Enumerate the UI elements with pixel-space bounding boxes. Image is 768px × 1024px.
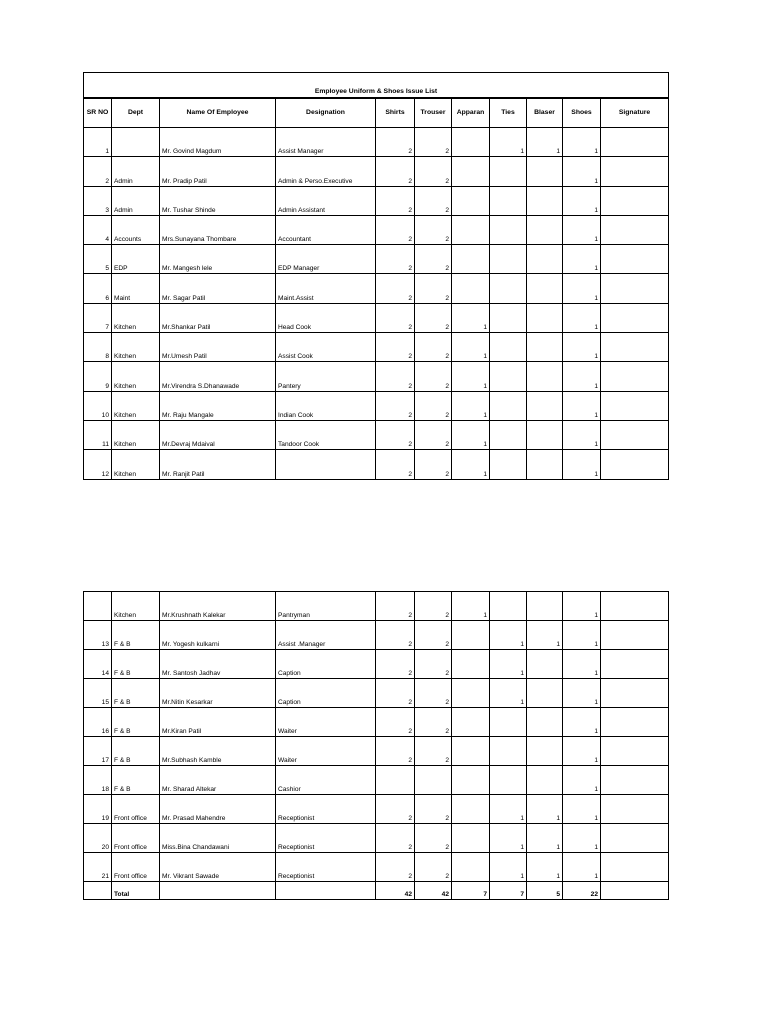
cell-blaser bbox=[527, 679, 563, 708]
cell-trouser bbox=[415, 766, 452, 795]
cell-shirts: 2 bbox=[376, 245, 415, 274]
cell-blaser bbox=[527, 650, 563, 679]
cell-ties bbox=[490, 215, 527, 244]
cell-shoes: 1 bbox=[563, 450, 601, 479]
cell-signature bbox=[601, 592, 669, 621]
cell-designation: Indian Cook bbox=[276, 391, 376, 420]
cell-designation: Receptionist bbox=[276, 824, 376, 853]
cell-apparan: 1 bbox=[452, 362, 490, 391]
cell-dept: Front office bbox=[112, 795, 160, 824]
cell-sr-no: 16 bbox=[84, 708, 112, 737]
cell-blaser bbox=[527, 362, 563, 391]
cell-designation: Pantryman bbox=[276, 592, 376, 621]
cell-blaser: 1 bbox=[527, 853, 563, 882]
cell-shirts: 2 bbox=[376, 621, 415, 650]
cell-signature bbox=[601, 650, 669, 679]
cell-apparan bbox=[452, 853, 490, 882]
cell-designation: Assist Cook bbox=[276, 333, 376, 362]
header-sr-no: SR NO bbox=[84, 98, 112, 128]
cell-dept: Kitchen bbox=[112, 362, 160, 391]
total-designation-cell bbox=[276, 882, 376, 900]
cell-designation: Cashior bbox=[276, 766, 376, 795]
cell-sr-no: 21 bbox=[84, 853, 112, 882]
cell-ties: 1 bbox=[490, 824, 527, 853]
cell-blaser bbox=[527, 274, 563, 303]
cell-ties bbox=[490, 245, 527, 274]
cell-dept: Kitchen bbox=[112, 303, 160, 332]
cell-blaser bbox=[527, 766, 563, 795]
table-row bbox=[84, 795, 669, 824]
cell-blaser bbox=[527, 215, 563, 244]
cell-employee-name: Mr.Krushnath Kalekar bbox=[160, 592, 276, 621]
table-row bbox=[84, 679, 669, 708]
cell-shirts: 2 bbox=[376, 450, 415, 479]
cell-designation: Admin Assistant bbox=[276, 186, 376, 215]
cell-trouser: 2 bbox=[415, 128, 452, 157]
cell-apparan: 1 bbox=[452, 303, 490, 332]
cell-shoes: 1 bbox=[563, 333, 601, 362]
cell-dept: Admin bbox=[112, 186, 160, 215]
total-row bbox=[84, 882, 669, 900]
cell-trouser: 2 bbox=[415, 245, 452, 274]
cell-ties bbox=[490, 391, 527, 420]
cell-shoes: 1 bbox=[563, 274, 601, 303]
cell-designation: EDP Manager bbox=[276, 245, 376, 274]
cell-employee-name: Mr.Kiran Patil bbox=[160, 708, 276, 737]
cell-ties: 1 bbox=[490, 853, 527, 882]
cell-shirts: 2 bbox=[376, 186, 415, 215]
cell-shirts: 2 bbox=[376, 128, 415, 157]
cell-employee-name: Mr.Umesh Patil bbox=[160, 333, 276, 362]
cell-designation: Receptionist bbox=[276, 853, 376, 882]
cell-ties bbox=[490, 157, 527, 186]
cell-apparan bbox=[452, 766, 490, 795]
cell-signature bbox=[601, 215, 669, 244]
header-ties: Ties bbox=[490, 98, 527, 128]
cell-ties: 1 bbox=[490, 650, 527, 679]
cell-apparan bbox=[452, 621, 490, 650]
cell-employee-name: Mr. Vikrant Sawade bbox=[160, 853, 276, 882]
cell-dept: F & B bbox=[112, 679, 160, 708]
table-row bbox=[84, 737, 669, 766]
cell-employee-name: Mr.Nitin Kesarkar bbox=[160, 679, 276, 708]
cell-ties bbox=[490, 333, 527, 362]
cell-sr-no: 9 bbox=[84, 362, 112, 391]
cell-signature bbox=[601, 621, 669, 650]
cell-shoes: 1 bbox=[563, 391, 601, 420]
cell-trouser: 2 bbox=[415, 621, 452, 650]
cell-signature bbox=[601, 245, 669, 274]
table-title: Employee Uniform & Shoes Issue List bbox=[84, 73, 669, 98]
table-row bbox=[84, 650, 669, 679]
cell-designation bbox=[276, 450, 376, 479]
page-2-rows bbox=[84, 592, 669, 882]
table-row bbox=[84, 824, 669, 853]
cell-apparan bbox=[452, 215, 490, 244]
cell-ties bbox=[490, 362, 527, 391]
cell-trouser: 2 bbox=[415, 708, 452, 737]
total-apparan: 7 bbox=[452, 882, 490, 900]
cell-shirts: 2 bbox=[376, 795, 415, 824]
table-row bbox=[84, 333, 669, 362]
cell-employee-name: Mr.Virendra S.Dhanawade bbox=[160, 362, 276, 391]
table-row bbox=[84, 708, 669, 737]
cell-employee-name: Mr.Devraj Mdaival bbox=[160, 420, 276, 449]
cell-apparan bbox=[452, 157, 490, 186]
cell-blaser bbox=[527, 450, 563, 479]
cell-blaser bbox=[527, 420, 563, 449]
cell-ties bbox=[490, 737, 527, 766]
cell-shoes: 1 bbox=[563, 621, 601, 650]
cell-employee-name: Mr. Yogesh kulkarni bbox=[160, 621, 276, 650]
cell-trouser: 2 bbox=[415, 853, 452, 882]
cell-dept: EDP bbox=[112, 245, 160, 274]
cell-sr-no: 18 bbox=[84, 766, 112, 795]
cell-blaser: 1 bbox=[527, 824, 563, 853]
cell-shoes: 1 bbox=[563, 795, 601, 824]
cell-shirts: 2 bbox=[376, 679, 415, 708]
cell-trouser: 2 bbox=[415, 157, 452, 186]
cell-dept: Kitchen bbox=[112, 333, 160, 362]
cell-apparan bbox=[452, 708, 490, 737]
uniform-issue-table-page-2 bbox=[83, 591, 669, 900]
cell-signature bbox=[601, 824, 669, 853]
table-row bbox=[84, 391, 669, 420]
cell-apparan bbox=[452, 824, 490, 853]
cell-employee-name: Mr. Ranjit Patil bbox=[160, 450, 276, 479]
cell-apparan bbox=[452, 650, 490, 679]
cell-apparan: 1 bbox=[452, 420, 490, 449]
cell-shoes: 1 bbox=[563, 679, 601, 708]
cell-shoes: 1 bbox=[563, 853, 601, 882]
cell-apparan bbox=[452, 795, 490, 824]
cell-signature bbox=[601, 795, 669, 824]
cell-sr-no: 14 bbox=[84, 650, 112, 679]
total-ties: 7 bbox=[490, 882, 527, 900]
table-row bbox=[84, 766, 669, 795]
cell-sr-no: 4 bbox=[84, 215, 112, 244]
cell-designation: Accountant bbox=[276, 215, 376, 244]
cell-ties: 1 bbox=[490, 795, 527, 824]
header-row bbox=[84, 98, 669, 128]
header-shoes: Shoes bbox=[563, 98, 601, 128]
cell-ties bbox=[490, 420, 527, 449]
cell-employee-name: Mr.Subhash Kamble bbox=[160, 737, 276, 766]
cell-sr-no: 12 bbox=[84, 450, 112, 479]
cell-dept: F & B bbox=[112, 621, 160, 650]
cell-signature bbox=[601, 274, 669, 303]
cell-shirts: 2 bbox=[376, 362, 415, 391]
cell-signature bbox=[601, 679, 669, 708]
cell-dept: F & B bbox=[112, 650, 160, 679]
cell-shirts: 2 bbox=[376, 333, 415, 362]
cell-trouser: 2 bbox=[415, 592, 452, 621]
cell-signature bbox=[601, 391, 669, 420]
cell-trouser: 2 bbox=[415, 391, 452, 420]
cell-dept: Kitchen bbox=[112, 450, 160, 479]
cell-signature bbox=[601, 128, 669, 157]
header-trouser: Trouser bbox=[415, 98, 452, 128]
table-row bbox=[84, 420, 669, 449]
cell-sr-no: 20 bbox=[84, 824, 112, 853]
cell-blaser bbox=[527, 245, 563, 274]
cell-dept bbox=[112, 128, 160, 157]
table-row bbox=[84, 362, 669, 391]
cell-shirts: 2 bbox=[376, 157, 415, 186]
cell-designation: Assist .Manager bbox=[276, 621, 376, 650]
total-label: Total bbox=[112, 882, 160, 900]
cell-employee-name: Mr.Shankar Patil bbox=[160, 303, 276, 332]
cell-blaser: 1 bbox=[527, 128, 563, 157]
cell-employee-name: Mr. Mangesh lele bbox=[160, 245, 276, 274]
cell-designation: Caption bbox=[276, 650, 376, 679]
table-row bbox=[84, 274, 669, 303]
cell-trouser: 2 bbox=[415, 737, 452, 766]
cell-shoes: 1 bbox=[563, 708, 601, 737]
cell-shoes: 1 bbox=[563, 592, 601, 621]
cell-trouser: 2 bbox=[415, 824, 452, 853]
cell-employee-name: Mr. Raju Mangale bbox=[160, 391, 276, 420]
cell-ties: 1 bbox=[490, 621, 527, 650]
cell-apparan: 1 bbox=[452, 391, 490, 420]
header-signature: Signature bbox=[601, 98, 669, 128]
cell-sr-no: 5 bbox=[84, 245, 112, 274]
header-apparan: Apparan bbox=[452, 98, 490, 128]
cell-signature bbox=[601, 362, 669, 391]
cell-apparan bbox=[452, 186, 490, 215]
total-signature-cell bbox=[601, 882, 669, 900]
cell-ties: 1 bbox=[490, 128, 527, 157]
total-blaser: 5 bbox=[527, 882, 563, 900]
cell-sr-no: 8 bbox=[84, 333, 112, 362]
cell-employee-name: Mr. Prasad Mahendre bbox=[160, 795, 276, 824]
cell-blaser bbox=[527, 391, 563, 420]
cell-shirts: 2 bbox=[376, 391, 415, 420]
table-row bbox=[84, 128, 669, 157]
cell-employee-name: Mrs.Sunayana Thombare bbox=[160, 215, 276, 244]
cell-sr-no: 2 bbox=[84, 157, 112, 186]
cell-shoes: 1 bbox=[563, 362, 601, 391]
cell-designation: Receptionist bbox=[276, 795, 376, 824]
cell-blaser bbox=[527, 333, 563, 362]
cell-shirts: 2 bbox=[376, 650, 415, 679]
cell-sr-no: 10 bbox=[84, 391, 112, 420]
cell-designation: Caption bbox=[276, 679, 376, 708]
cell-ties bbox=[490, 708, 527, 737]
cell-designation: Pantery bbox=[276, 362, 376, 391]
cell-ties: 1 bbox=[490, 679, 527, 708]
cell-blaser bbox=[527, 737, 563, 766]
header-shirts: Shirts bbox=[376, 98, 415, 128]
total-shoes: 22 bbox=[563, 882, 601, 900]
cell-shoes: 1 bbox=[563, 303, 601, 332]
cell-signature bbox=[601, 303, 669, 332]
cell-trouser: 2 bbox=[415, 333, 452, 362]
cell-dept: Accounts bbox=[112, 215, 160, 244]
cell-apparan: 1 bbox=[452, 333, 490, 362]
cell-signature bbox=[601, 766, 669, 795]
cell-signature bbox=[601, 853, 669, 882]
cell-shirts: 2 bbox=[376, 853, 415, 882]
cell-signature bbox=[601, 333, 669, 362]
cell-dept: Kitchen bbox=[112, 592, 160, 621]
cell-blaser bbox=[527, 186, 563, 215]
cell-ties bbox=[490, 592, 527, 621]
cell-sr-no: 3 bbox=[84, 186, 112, 215]
cell-shirts bbox=[376, 766, 415, 795]
cell-trouser: 2 bbox=[415, 186, 452, 215]
cell-dept: Front office bbox=[112, 853, 160, 882]
cell-apparan bbox=[452, 245, 490, 274]
cell-trouser: 2 bbox=[415, 274, 452, 303]
cell-trouser: 2 bbox=[415, 679, 452, 708]
cell-signature bbox=[601, 420, 669, 449]
cell-shirts: 2 bbox=[376, 592, 415, 621]
table-row bbox=[84, 450, 669, 479]
cell-shoes: 1 bbox=[563, 420, 601, 449]
uniform-issue-table-page-1 bbox=[83, 72, 669, 480]
table-row bbox=[84, 853, 669, 882]
cell-designation: Waiter bbox=[276, 708, 376, 737]
cell-shirts: 2 bbox=[376, 824, 415, 853]
cell-signature bbox=[601, 708, 669, 737]
cell-shirts: 2 bbox=[376, 303, 415, 332]
cell-blaser: 1 bbox=[527, 795, 563, 824]
cell-signature bbox=[601, 157, 669, 186]
cell-dept: F & B bbox=[112, 766, 160, 795]
cell-sr-no: 1 bbox=[84, 128, 112, 157]
cell-shirts: 2 bbox=[376, 274, 415, 303]
cell-sr-no: 11 bbox=[84, 420, 112, 449]
cell-sr-no: 7 bbox=[84, 303, 112, 332]
cell-blaser bbox=[527, 157, 563, 186]
cell-designation: Head Cook bbox=[276, 303, 376, 332]
cell-trouser: 2 bbox=[415, 450, 452, 479]
cell-designation: Tandoor Cook bbox=[276, 420, 376, 449]
cell-employee-name: Mr. Santosh Jadhav bbox=[160, 650, 276, 679]
cell-shoes: 1 bbox=[563, 157, 601, 186]
cell-ties bbox=[490, 450, 527, 479]
cell-apparan: 1 bbox=[452, 450, 490, 479]
cell-dept: Maint bbox=[112, 274, 160, 303]
cell-ties bbox=[490, 186, 527, 215]
cell-designation: Waiter bbox=[276, 737, 376, 766]
table-row bbox=[84, 157, 669, 186]
cell-dept: F & B bbox=[112, 737, 160, 766]
header-blaser: Blaser bbox=[527, 98, 563, 128]
table-row bbox=[84, 303, 669, 332]
cell-trouser: 2 bbox=[415, 795, 452, 824]
cell-trouser: 2 bbox=[415, 215, 452, 244]
cell-apparan bbox=[452, 274, 490, 303]
cell-blaser bbox=[527, 592, 563, 621]
cell-shoes: 1 bbox=[563, 650, 601, 679]
cell-shoes: 1 bbox=[563, 245, 601, 274]
cell-sr-no: 15 bbox=[84, 679, 112, 708]
cell-apparan bbox=[452, 737, 490, 766]
cell-sr-no: 19 bbox=[84, 795, 112, 824]
cell-shoes: 1 bbox=[563, 186, 601, 215]
header-designation: Designation bbox=[276, 98, 376, 128]
table-row bbox=[84, 215, 669, 244]
cell-sr-no bbox=[84, 592, 112, 621]
cell-ties bbox=[490, 274, 527, 303]
cell-trouser: 2 bbox=[415, 362, 452, 391]
cell-sr-no: 13 bbox=[84, 621, 112, 650]
cell-shoes: 1 bbox=[563, 215, 601, 244]
cell-shirts: 2 bbox=[376, 215, 415, 244]
page-1-rows bbox=[84, 128, 669, 480]
cell-employee-name: Mr. Pradip Patil bbox=[160, 157, 276, 186]
cell-apparan: 1 bbox=[452, 592, 490, 621]
header-name: Name Of Employee bbox=[160, 98, 276, 128]
cell-shirts: 2 bbox=[376, 737, 415, 766]
cell-trouser: 2 bbox=[415, 303, 452, 332]
total-trouser: 42 bbox=[415, 882, 452, 900]
table-row bbox=[84, 592, 669, 621]
table-row bbox=[84, 621, 669, 650]
cell-apparan bbox=[452, 679, 490, 708]
table-row bbox=[84, 245, 669, 274]
total-name-cell bbox=[160, 882, 276, 900]
cell-shirts: 2 bbox=[376, 420, 415, 449]
cell-shoes: 1 bbox=[563, 824, 601, 853]
cell-employee-name: Mr. Tushar Shinde bbox=[160, 186, 276, 215]
cell-ties bbox=[490, 303, 527, 332]
cell-blaser bbox=[527, 303, 563, 332]
cell-dept: F & B bbox=[112, 708, 160, 737]
cell-dept: Front office bbox=[112, 824, 160, 853]
cell-sr-no: 6 bbox=[84, 274, 112, 303]
cell-designation: Maint.Assist bbox=[276, 274, 376, 303]
cell-employee-name: Mr. Sagar Patil bbox=[160, 274, 276, 303]
cell-dept: Kitchen bbox=[112, 391, 160, 420]
table-row bbox=[84, 186, 669, 215]
cell-dept: Admin bbox=[112, 157, 160, 186]
cell-designation: Assist Manager bbox=[276, 128, 376, 157]
cell-shoes: 1 bbox=[563, 737, 601, 766]
cell-signature bbox=[601, 450, 669, 479]
total-sr-cell bbox=[84, 882, 112, 900]
header-dept: Dept bbox=[112, 98, 160, 128]
cell-designation: Admin & Perso.Executive bbox=[276, 157, 376, 186]
cell-dept: Kitchen bbox=[112, 420, 160, 449]
cell-employee-name: Miss.Bina Chandawani bbox=[160, 824, 276, 853]
cell-sr-no: 17 bbox=[84, 737, 112, 766]
cell-apparan bbox=[452, 128, 490, 157]
cell-shoes: 1 bbox=[563, 128, 601, 157]
cell-shirts: 2 bbox=[376, 708, 415, 737]
cell-trouser: 2 bbox=[415, 650, 452, 679]
cell-trouser: 2 bbox=[415, 420, 452, 449]
cell-signature bbox=[601, 186, 669, 215]
cell-employee-name: Mr. Sharad Altekar bbox=[160, 766, 276, 795]
cell-ties bbox=[490, 766, 527, 795]
cell-shoes: 1 bbox=[563, 766, 601, 795]
total-shirts: 42 bbox=[376, 882, 415, 900]
cell-blaser: 1 bbox=[527, 621, 563, 650]
cell-signature bbox=[601, 737, 669, 766]
cell-blaser bbox=[527, 708, 563, 737]
cell-employee-name: Mr. Govind Magdum bbox=[160, 128, 276, 157]
